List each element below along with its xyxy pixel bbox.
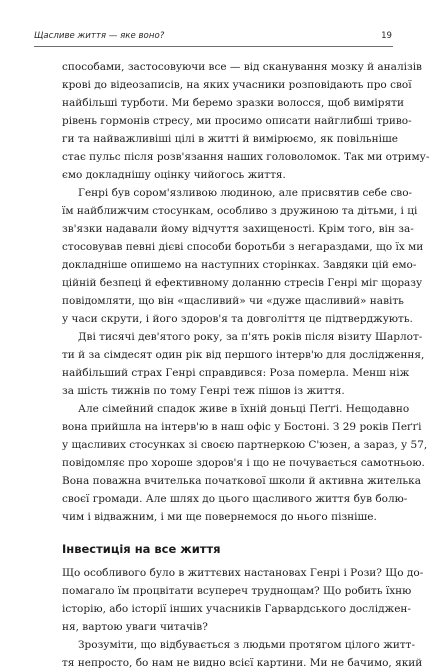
text-line: ня, вартою уваги читачів? [62, 621, 208, 633]
section-heading: Інвестиція на все життя [62, 542, 221, 556]
text-line: найбільші турботи. Ми беремо зразки волосся, щоб виміряти [62, 97, 404, 109]
text-line: Що особливого було в життєвих настановах Генрі і Рози? Що до- [62, 567, 424, 579]
text-line: чим і відважним, і ми ще повернемося до нього пізніше. [62, 511, 377, 523]
text-line: у щасливих стосунках зі своєю партнеркою С'юзен, а зараз, у 57, [62, 439, 428, 451]
text-line: тя непросто, бо нам не видно всієї картини. Ми не бачимо, який [62, 657, 423, 669]
paragraph [62, 184, 424, 328]
header-rule [34, 46, 393, 47]
paragraph [62, 58, 429, 184]
text-line: крові до відеозаписів, на яких учасники розповідають про свої [62, 79, 412, 91]
text-line: рівень гормонів стресу, ми просимо описати найглибші триво- [62, 115, 412, 127]
text-line: ги та найважливіші цілі в житті й вимірюємо, як повільніше [62, 133, 398, 145]
text-line: найбільший страх Генрі справдився: Роза померла. Менш ніж [62, 367, 410, 379]
paragraph [62, 564, 424, 636]
text-line: історію, або історії інших учасників Гарвардського досліджен- [62, 603, 411, 615]
body-text [62, 58, 429, 672]
text-line: ти й за сімдесят один рік від першого інтерв'ю для дослідження, [62, 349, 425, 361]
paragraph [62, 400, 428, 526]
text-line: Вона поважна вчителька початкової школи й активна жителька [62, 475, 421, 487]
text-line: способами, застосовуючи все — від сканування мозку й аналізів [62, 61, 422, 73]
text-line: Дві тисячі дев'ятого року, за п'ять років після візиту Шарлот- [78, 331, 423, 343]
text-line: помагало їм процвітати всупереч труднощам? Що робить їхню [62, 585, 412, 597]
running-title: Щасливе життя — яке воно? [34, 31, 165, 41]
paragraph [62, 328, 425, 400]
text-line: стосовував певні дієві способи боротьби з негараздами, що їх ми [62, 241, 424, 253]
text-line: у часи скрути, і його здоров'я та довголіття це підтверджують. [62, 313, 413, 325]
text-line: Але сімейний спадок живе в їхній доньці Пеґґі. Нещодавно [78, 403, 410, 415]
text-line: зв'язки надавали йому відчуття захищеності. Крім того, він за- [62, 223, 414, 235]
text-line: ємо докладнішу оцінку чийогось життя. [62, 169, 286, 181]
text-line: ційній безпеці й ефективному доланню стресів Генрі міг щоразу [62, 277, 423, 289]
text-line: вона прийшла на інтерв'ю в наш офіс у Бостоні. З 29 років Пеґґі [62, 421, 422, 433]
text-line: їм найближчим стосункам, особливо з дружиною та дітьми, і ці [62, 205, 418, 217]
text-line: Генрі був сором'язливою людиною, але присвятив себе сво- [78, 187, 413, 199]
text-line: своєї громади. Але шлях до цього щасливого життя був болю- [62, 493, 408, 505]
text-line: Зрозуміти, що відбувається з людьми протягом цілого житт- [78, 639, 416, 651]
text-line: повідомляти, що він «щасливий» чи «дуже щасливий» навіть [62, 295, 404, 307]
paragraph [62, 636, 423, 672]
text-line: повідомляє про хороше здоров'я і що не почувається самотньою. [62, 457, 425, 469]
text-line: стає пульс після розв'язання наших головоломок. Так ми отриму- [62, 151, 429, 163]
running-header [34, 30, 392, 42]
text-line: докладніше опишемо на наступних сторінках. Завдяки цій емо- [62, 259, 417, 271]
text-line: за шість тижнів по тому Генрі теж пішов із життя. [62, 385, 345, 397]
section-spacer [62, 526, 366, 540]
page-number: 19 [381, 31, 392, 41]
